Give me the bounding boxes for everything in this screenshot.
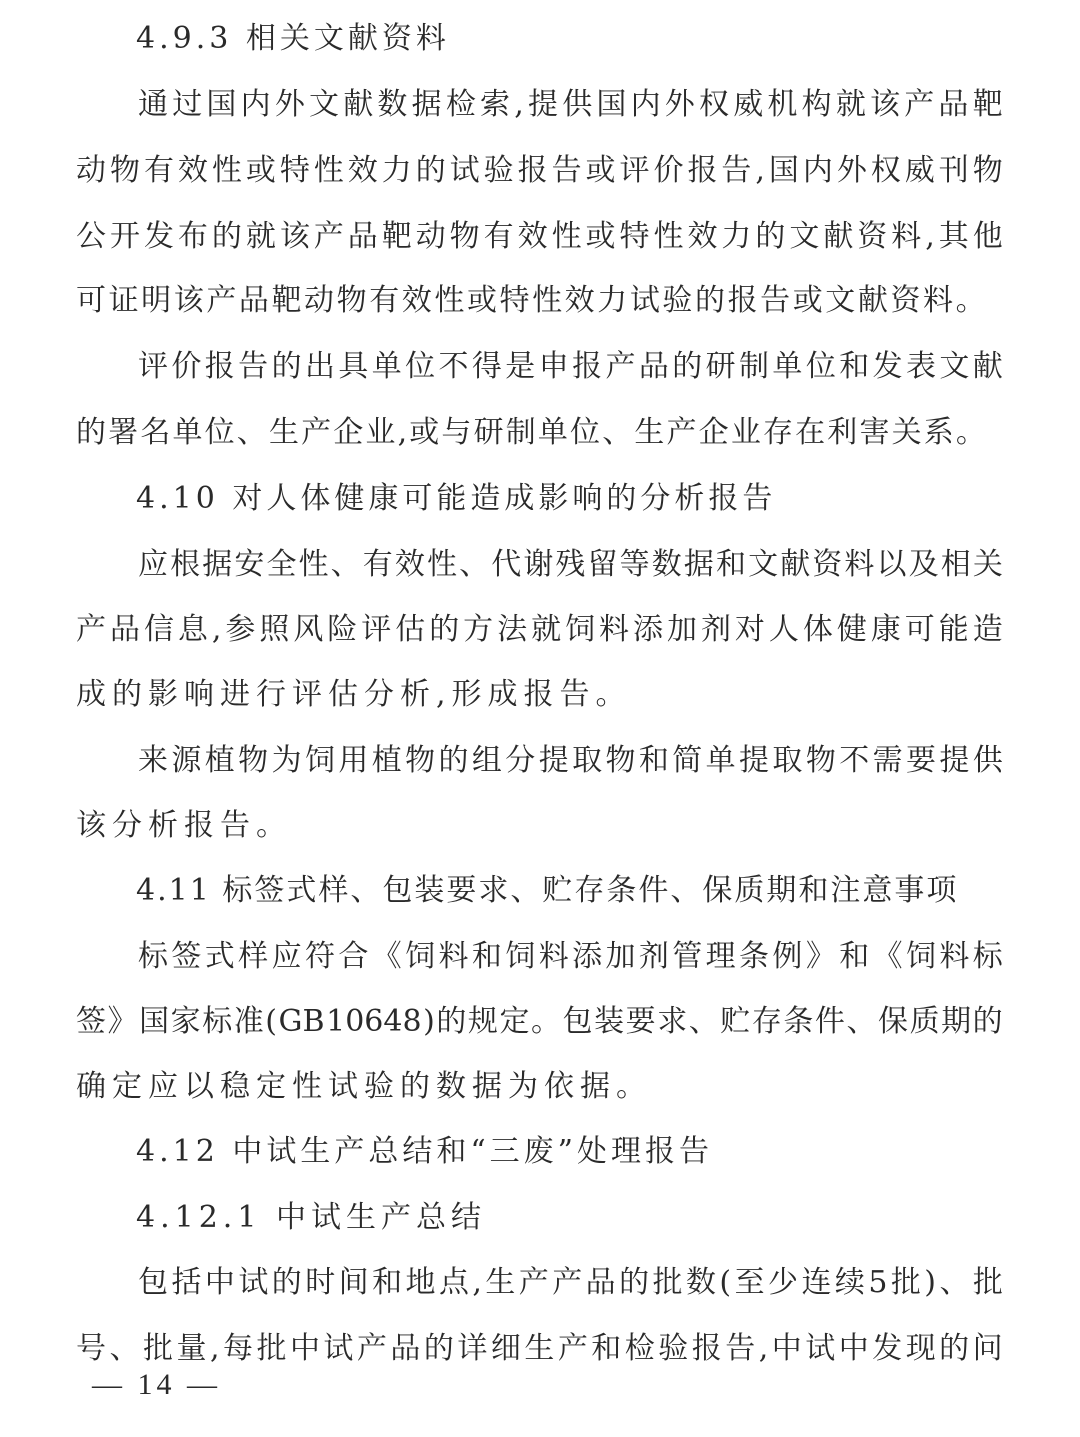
heading-4-11: 4.11 标签式样、包装要求、贮存条件、保质期和注意事项 <box>136 873 959 908</box>
paragraph-line: 应 根 据 安 全 性 、 有 效 性 、 代 谢 残 留 等 数 据 和 文 献 资 料 以 及 相 关 <box>138 547 1003 582</box>
paragraph-line: 的 署 名 单 位 、 生 产 企 业 , 或 与 研 制 单 位 、 生 产 企 业 存 在 利 害 关 系 。 <box>76 415 986 450</box>
paragraph-line: 通 过 国 内 外 文 献 数 据 检 索 , 提 供 国 内 外 权 威 机 构 就 该 产 品 靶 <box>138 87 1003 122</box>
heading-4-10: 4.10 对人体健康可能造成影响的分析报告 <box>136 481 777 516</box>
paragraph-line: 成的影响进行评估分析,形成报告。 <box>76 677 632 712</box>
heading-4-12: 4.12 中试生产总结和“三废”处理报告 <box>136 1134 714 1169</box>
paragraph-line: 签 》 国 家 标 准 ( GB 10648 ) 的 规 定 。 包 装 要 求 、 贮 存 条 件 、 保 质 期 的 <box>76 1004 1003 1039</box>
paragraph-line: 公 开 发 布 的 就 该 产 品 靶 动 物 有 效 性 或 特 性 效 力 的 文 献 资 料 , 其 他 <box>76 219 1003 254</box>
heading-4-9-3: 4.9.3 相关文献资料 <box>136 21 450 56</box>
paragraph-line: 号 、 批 量 , 每 批 中 试 产 品 的 详 细 生 产 和 检 验 报 告 , 中 试 中 发 现 的 问 <box>76 1331 1003 1366</box>
page-number: — 14 — <box>92 1368 221 1401</box>
paragraph-line: 该分析报告。 <box>76 808 292 843</box>
paragraph-line: 来 源 植 物 为 饲 用 植 物 的 组 分 提 取 物 和 简 单 提 取 物 不 需 要 提 供 <box>138 743 1003 778</box>
paragraph-line: 产 品 信 息 , 参 照 风 险 评 估 的 方 法 就 饲 料 添 加 剂 对 人 体 健 康 可 能 造 <box>76 612 1003 647</box>
paragraph-line: 标 签 式 样 应 符 合 《 饲 料 和 饲 料 添 加 剂 管 理 条 例 》 和 《 饲 料 标 <box>138 939 1003 974</box>
paragraph-line: 确定应以稳定性试验的数据为依据。 <box>76 1069 652 1104</box>
paragraph-line: 动 物 有 效 性 或 特 性 效 力 的 试 验 报 告 或 评 价 报 告 , 国 内 外 权 威 刊 物 <box>76 153 1003 188</box>
heading-4-12-1: 4.12.1 中试生产总结 <box>136 1200 486 1235</box>
paragraph-line: 评 价 报 告 的 出 具 单 位 不 得 是 申 报 产 品 的 研 制 单 位 和 发 表 文 献 <box>138 349 1003 384</box>
paragraph-line: 包 括 中 试 的 时 间 和 地 点 , 生 产 产 品 的 批 数 ( 至 少 连 续 5 批 ) 、 批 <box>138 1265 1003 1300</box>
paragraph-line: 可 证 明 该 产 品 靶 动 物 有 效 性 或 特 性 效 力 试 验 的 报 告 或 文 献 资 料 。 <box>76 283 986 318</box>
